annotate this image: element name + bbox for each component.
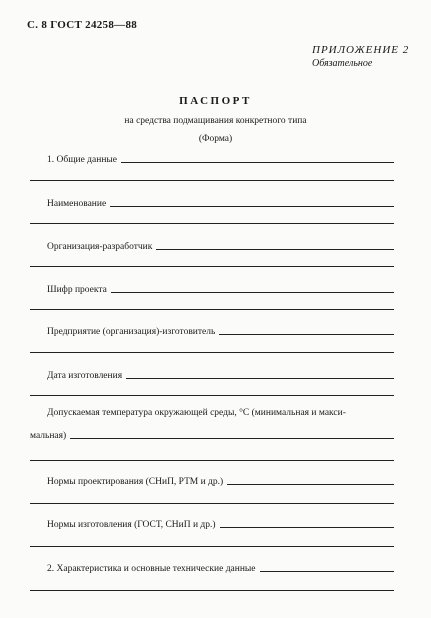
blank-line[interactable]: [30, 590, 394, 591]
field-manufacture-date-label: Дата изготовления: [47, 371, 123, 381]
field-design-standards-line[interactable]: [227, 484, 394, 485]
form-label: (Форма): [198, 134, 233, 144]
document-title: ПАСПОРТ: [179, 95, 252, 107]
blank-line[interactable]: [30, 266, 394, 267]
page-header: С. 8 ГОСТ 24258—88: [27, 19, 138, 31]
field-temperature: [30, 428, 394, 442]
blank-line[interactable]: [30, 503, 394, 504]
blank-line[interactable]: [30, 223, 394, 224]
field-general-data-line[interactable]: [121, 162, 394, 163]
field-name: [47, 196, 394, 210]
field-general-data: [47, 152, 394, 166]
field-temperature-label-line1: Допускаемая температура окружающей среды, °С (минимальная и макси-: [47, 408, 346, 418]
blank-line[interactable]: [30, 309, 394, 310]
field-developer-line[interactable]: [156, 249, 394, 250]
field-manufacture-date-line[interactable]: [126, 378, 394, 379]
field-project-code: [47, 282, 394, 296]
blank-line[interactable]: [30, 460, 394, 461]
field-temperature-label-line2: мальная): [30, 431, 67, 441]
field-name-line[interactable]: [110, 206, 394, 207]
field-developer: [47, 239, 394, 253]
field-characteristics-label: 2. Характеристика и основные технические данные: [47, 564, 256, 574]
field-manufacturer-line[interactable]: [219, 334, 394, 335]
blank-line[interactable]: [30, 352, 394, 353]
field-temperature-line[interactable]: [70, 438, 394, 439]
appendix-label: ПРИЛОЖЕНИЕ 2: [312, 44, 410, 56]
field-manufacturing-standards: [47, 517, 394, 531]
field-project-code-label: Шифр проекта: [47, 285, 107, 295]
blank-line[interactable]: [30, 180, 394, 181]
field-manufacturer-label: Предприятие (организация)-изготовитель: [47, 327, 216, 337]
field-design-standards: [47, 474, 394, 488]
field-manufacture-date: [47, 368, 394, 382]
field-characteristics-line[interactable]: [260, 571, 394, 572]
blank-line[interactable]: [30, 395, 394, 396]
field-characteristics: [47, 561, 394, 575]
field-project-code-line[interactable]: [111, 292, 394, 293]
field-design-standards-label: Нормы проектирования (СНиП, РТМ и др.): [47, 477, 224, 487]
blank-line[interactable]: [30, 546, 394, 547]
field-manufacturer: [47, 324, 394, 338]
mandatory-label: Обязательное: [312, 58, 373, 69]
document-subtitle: на средства подмащивания конкретного типа: [124, 116, 307, 126]
field-general-data-label: 1. Общие данные: [47, 155, 118, 165]
field-developer-label: Организация-разработчик: [47, 242, 153, 252]
field-manufacturing-standards-label: Нормы изготовления (ГОСТ, СНиП и др.): [47, 520, 216, 530]
field-name-label: Наименование: [47, 199, 107, 209]
field-manufacturing-standards-line[interactable]: [220, 527, 394, 528]
